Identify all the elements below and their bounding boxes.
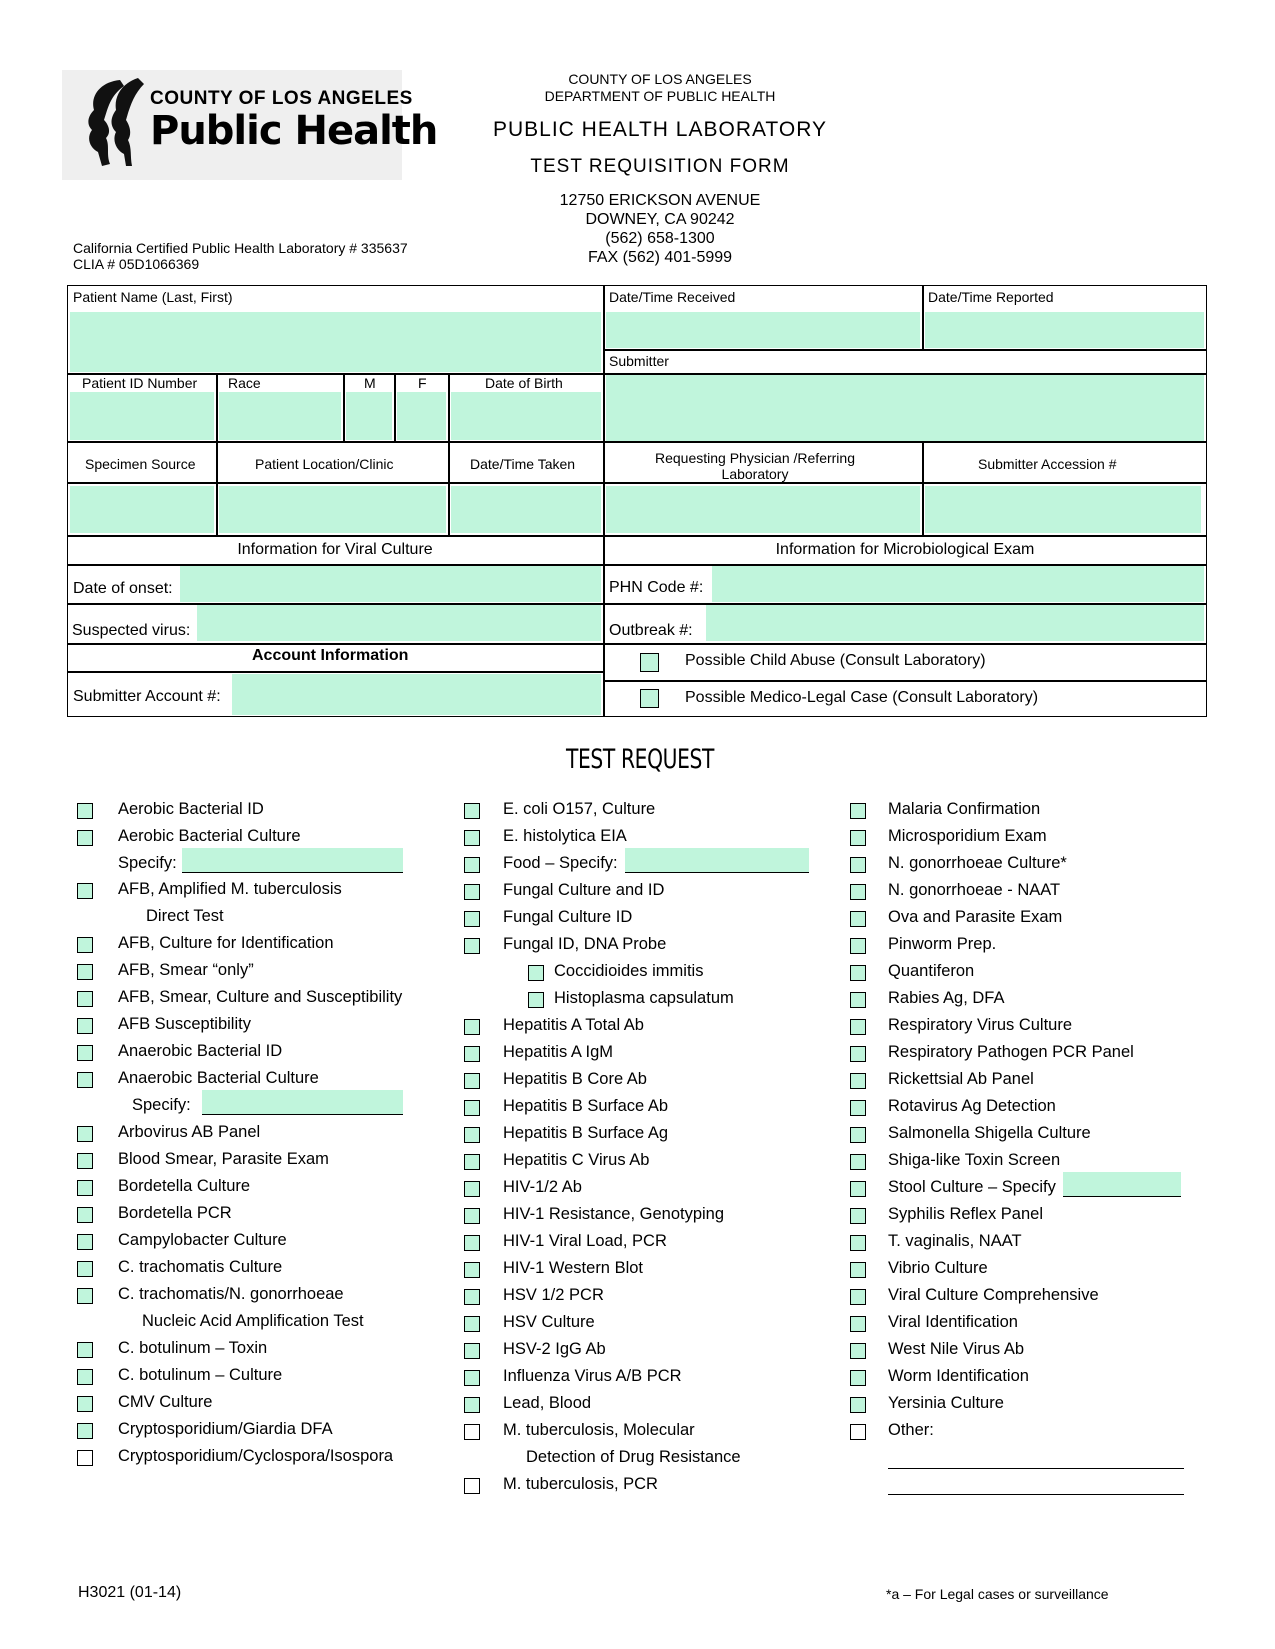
test-item: Hepatitis C Virus Ab: [503, 1151, 650, 1169]
test-checkbox[interactable]: [464, 1262, 480, 1278]
test-item: Influenza Virus A/B PCR: [503, 1367, 682, 1385]
medico-legal-checkbox[interactable]: [640, 689, 659, 708]
test-item: Shiga-like Toxin Screen: [888, 1151, 1061, 1169]
test-checkbox[interactable]: [77, 883, 93, 899]
test-checkbox[interactable]: [464, 1343, 480, 1359]
test-checkbox[interactable]: [464, 1073, 480, 1089]
test-item: AFB, Smear, Culture and Susceptibility: [118, 988, 403, 1006]
date-received-field[interactable]: [606, 312, 920, 348]
test-item: C. trachomatis/N. gonorrhoeae: [118, 1285, 344, 1303]
test-item: M. tuberculosis, Molecular: [503, 1421, 695, 1439]
male-field[interactable]: [346, 392, 392, 440]
test-item: Direct Test: [146, 907, 224, 925]
label-submitter: Submitter: [609, 353, 669, 369]
test-checkbox[interactable]: [464, 911, 480, 927]
test-request-title: TEST REQUEST: [566, 744, 714, 775]
test-checkbox[interactable]: [464, 1235, 480, 1251]
test-checkbox[interactable]: [464, 1127, 480, 1143]
test-checkbox[interactable]: [77, 1072, 93, 1088]
test-checkbox[interactable]: [77, 1288, 93, 1304]
test-checkbox[interactable]: [77, 991, 93, 1007]
label-patient-location: Patient Location/Clinic: [255, 456, 394, 472]
test-item: Lead, Blood: [503, 1394, 592, 1412]
test-checkbox[interactable]: [464, 803, 480, 819]
test-item: Hepatitis B Surface Ag: [503, 1124, 669, 1142]
test-checkbox[interactable]: [77, 1261, 93, 1277]
race-field[interactable]: [219, 392, 341, 440]
submitter-field[interactable]: [606, 375, 1204, 441]
test-item: C. trachomatis Culture: [118, 1258, 283, 1276]
test-item: HSV Culture: [503, 1313, 595, 1331]
header-address2: DOWNEY, CA 90242: [585, 211, 735, 228]
test-item: Rotavirus Ag Detection: [888, 1097, 1056, 1115]
cert-number: California Certified Public Health Laboratory # 335637: [73, 240, 408, 256]
test-checkbox[interactable]: [850, 1262, 866, 1278]
clia-number: CLIA # 05D1066369: [73, 256, 200, 272]
test-checkbox[interactable]: [464, 1424, 480, 1440]
test-checkbox[interactable]: [850, 1343, 866, 1359]
test-checkbox[interactable]: [464, 1316, 480, 1332]
test-item: Hepatitis A Total Ab: [503, 1016, 644, 1034]
test-checkbox[interactable]: [77, 803, 93, 819]
test-item: C. botulinum – Toxin: [118, 1339, 268, 1357]
patient-location-field[interactable]: [219, 486, 446, 533]
test-item: Food – Specify:: [503, 854, 618, 872]
test-item: Viral Identification: [888, 1313, 1018, 1331]
test-item: Salmonella Shigella Culture: [888, 1124, 1091, 1142]
label-outbreak: Outbreak #:: [609, 622, 693, 639]
test-checkbox[interactable]: [77, 1423, 93, 1439]
label-submitter-account: Submitter Account #:: [73, 688, 221, 705]
label-patient-name: Patient Name (Last, First): [73, 289, 233, 305]
other-line-1[interactable]: [888, 1468, 1184, 1469]
label-date-taken: Date/Time Taken: [470, 456, 576, 472]
test-checkbox[interactable]: [850, 938, 866, 954]
viral-info-heading: Information for Viral Culture: [237, 541, 433, 558]
specify-field[interactable]: [202, 1090, 403, 1115]
test-checkbox[interactable]: [464, 857, 480, 873]
test-checkbox[interactable]: [464, 884, 480, 900]
logo-silhouette-icon: [80, 74, 150, 170]
test-item: Anaerobic Bacterial ID: [118, 1042, 283, 1060]
test-item: HIV-1 Viral Load, PCR: [503, 1232, 667, 1250]
test-checkbox[interactable]: [77, 964, 93, 980]
test-checkbox[interactable]: [850, 857, 866, 873]
header-form-title: TEST REQUISITION FORM: [530, 156, 790, 177]
test-checkbox[interactable]: [850, 1127, 866, 1143]
test-checkbox[interactable]: [850, 830, 866, 846]
label-phn-code: PHN Code #:: [609, 579, 704, 596]
test-item: Rickettsial Ab Panel: [888, 1070, 1034, 1088]
test-checkbox[interactable]: [850, 992, 866, 1008]
specimen-source-field[interactable]: [70, 486, 214, 533]
test-checkbox[interactable]: [464, 1181, 480, 1197]
outbreak-field[interactable]: [706, 605, 1204, 641]
test-checkbox[interactable]: [464, 938, 480, 954]
test-item: Malaria Confirmation: [888, 800, 1041, 818]
test-checkbox[interactable]: [850, 1235, 866, 1251]
test-checkbox[interactable]: [464, 1046, 480, 1062]
test-item: Fungal Culture ID: [503, 908, 633, 926]
test-checkbox[interactable]: [850, 1208, 866, 1224]
test-item: N. gonorrhoeae Culture*: [888, 854, 1067, 872]
test-item: Stool Culture – Specify: [888, 1178, 1056, 1196]
test-item: N. gonorrhoeae - NAAT: [888, 881, 1061, 899]
logo-county: COUNTY OF LOS ANGELES: [150, 88, 413, 109]
test-checkbox[interactable]: [850, 1046, 866, 1062]
test-checkbox[interactable]: [850, 1154, 866, 1170]
date-reported-field[interactable]: [925, 312, 1204, 348]
test-item: Other:: [888, 1421, 934, 1439]
test-item: Vibrio Culture: [888, 1259, 988, 1277]
test-checkbox[interactable]: [850, 1181, 866, 1197]
test-checkbox[interactable]: [77, 1342, 93, 1358]
test-checkbox[interactable]: [850, 884, 866, 900]
test-item: Pinworm Prep.: [888, 935, 997, 953]
female-field[interactable]: [397, 392, 446, 440]
dob-field[interactable]: [451, 392, 601, 440]
test-item: Ova and Parasite Exam: [888, 908, 1063, 926]
specify-field[interactable]: [182, 848, 403, 873]
test-item: HIV-1/2 Ab: [503, 1178, 582, 1196]
test-item: AFB, Amplified M. tuberculosis: [118, 880, 342, 898]
test-item: Histoplasma capsulatum: [554, 989, 734, 1007]
footer-note: *a – For Legal cases or surveillance: [886, 1586, 1109, 1602]
test-item: HSV 1/2 PCR: [503, 1286, 604, 1304]
test-checkbox[interactable]: [464, 1019, 480, 1035]
test-checkbox[interactable]: [77, 1396, 93, 1412]
test-checkbox[interactable]: [850, 803, 866, 819]
test-item: Blood Smear, Parasite Exam: [118, 1150, 329, 1168]
test-checkbox[interactable]: [850, 911, 866, 927]
test-checkbox[interactable]: [464, 830, 480, 846]
logo-public-health: Public Health: [150, 108, 438, 154]
test-checkbox[interactable]: [77, 1450, 93, 1466]
test-item: Aerobic Bacterial Culture: [118, 827, 301, 845]
test-item: T. vaginalis, NAAT: [888, 1232, 1022, 1250]
label-patient-id: Patient ID Number: [82, 375, 198, 391]
test-item: Cryptosporidium/Giardia DFA: [118, 1420, 333, 1438]
label-date-reported: Date/Time Reported: [928, 289, 1054, 305]
test-item: HIV-1 Resistance, Genotyping: [503, 1205, 725, 1223]
test-item: Respiratory Virus Culture: [888, 1016, 1073, 1034]
test-item: Worm Identification: [888, 1367, 1029, 1385]
test-checkbox[interactable]: [77, 937, 93, 953]
test-item: Campylobacter Culture: [118, 1231, 287, 1249]
test-checkbox[interactable]: [464, 1397, 480, 1413]
test-checkbox[interactable]: [464, 1478, 480, 1494]
test-item: Yersinia Culture: [888, 1394, 1004, 1412]
test-checkbox[interactable]: [850, 1100, 866, 1116]
test-item: Specify:: [132, 1096, 191, 1114]
test-checkbox[interactable]: [77, 1207, 93, 1223]
test-checkbox[interactable]: [464, 1289, 480, 1305]
label-race: Race: [228, 375, 261, 391]
test-item: Rabies Ag, DFA: [888, 989, 1005, 1007]
test-checkbox[interactable]: [464, 1208, 480, 1224]
test-checkbox[interactable]: [77, 1126, 93, 1142]
test-item: E. coli O157, Culture: [503, 800, 656, 818]
test-item: Hepatitis B Surface Ab: [503, 1097, 669, 1115]
test-checkbox[interactable]: [77, 830, 93, 846]
accession-field[interactable]: [925, 486, 1201, 533]
test-item: AFB, Culture for Identification: [118, 934, 334, 952]
header-phone: (562) 658-1300: [605, 230, 715, 247]
form-number: H3021 (01-14): [78, 1584, 182, 1601]
label-suspected-virus: Suspected virus:: [72, 622, 191, 639]
test-item: C. botulinum – Culture: [118, 1366, 283, 1384]
test-item: AFB Susceptibility: [118, 1015, 251, 1033]
test-item: West Nile Virus Ab: [888, 1340, 1025, 1358]
test-checkbox[interactable]: [850, 1019, 866, 1035]
test-item: Quantiferon: [888, 962, 975, 980]
test-checkbox[interactable]: [77, 1369, 93, 1385]
test-item: E. histolytica EIA: [503, 827, 627, 845]
test-item: Microsporidium Exam: [888, 827, 1047, 845]
label-physician: Requesting Physician /Referring Laboratory: [655, 450, 855, 482]
label-medico-legal: Possible Medico-Legal Case (Consult Laboratory): [685, 689, 1039, 706]
test-item: AFB, Smear “only”: [118, 961, 254, 979]
test-checkbox[interactable]: [77, 1180, 93, 1196]
label-child-abuse: Possible Child Abuse (Consult Laboratory): [685, 652, 986, 669]
test-item: Viral Culture Comprehensive: [888, 1286, 1099, 1304]
label-date-received: Date/Time Received: [609, 289, 736, 305]
label-male: M: [364, 375, 376, 391]
test-checkbox[interactable]: [850, 1316, 866, 1332]
header-county: COUNTY OF LOS ANGELES: [568, 71, 752, 87]
test-checkbox[interactable]: [850, 1397, 866, 1413]
header-department: DEPARTMENT OF PUBLIC HEALTH: [544, 88, 776, 104]
label-female: F: [418, 375, 427, 391]
test-checkbox[interactable]: [464, 1370, 480, 1386]
test-checkbox[interactable]: [77, 1153, 93, 1169]
test-item: Hepatitis B Core Ab: [503, 1070, 647, 1088]
test-item: CMV Culture: [118, 1393, 213, 1411]
test-checkbox[interactable]: [77, 1234, 93, 1250]
header-fax: FAX (562) 401-5999: [587, 249, 733, 266]
stool-specify-field[interactable]: [1063, 1172, 1181, 1197]
test-item: Detection of Drug Resistance: [526, 1448, 741, 1466]
patient-id-field[interactable]: [70, 392, 214, 440]
test-item: Coccidioides immitis: [554, 962, 704, 980]
test-checkbox[interactable]: [850, 965, 866, 981]
submitter-account-field[interactable]: [232, 674, 601, 715]
test-checkbox[interactable]: [850, 1424, 866, 1440]
test-item: Hepatitis A IgM: [503, 1043, 614, 1061]
test-checkbox[interactable]: [464, 1100, 480, 1116]
test-item: Fungal Culture and ID: [503, 881, 665, 899]
test-item: Cryptosporidium/Cyclospora/Isospora: [118, 1447, 394, 1465]
micro-info-heading: Information for Microbiological Exam: [775, 541, 1035, 558]
test-checkbox[interactable]: [850, 1289, 866, 1305]
test-item: Aerobic Bacterial ID: [118, 800, 264, 818]
child-abuse-checkbox[interactable]: [640, 653, 659, 672]
test-item: Anaerobic Bacterial Culture: [118, 1069, 319, 1087]
test-item: Arbovirus AB Panel: [118, 1123, 261, 1141]
label-specimen-source: Specimen Source: [85, 456, 196, 472]
suspected-virus-field[interactable]: [197, 605, 601, 641]
test-item: Bordetella PCR: [118, 1204, 232, 1222]
label-date-onset: Date of onset:: [73, 580, 173, 597]
test-item: HSV-2 IgG Ab: [503, 1340, 606, 1358]
other-line-2[interactable]: [888, 1494, 1184, 1495]
test-checkbox[interactable]: [77, 1045, 93, 1061]
phn-code-field[interactable]: [712, 566, 1204, 602]
test-item: Specify:: [118, 854, 177, 872]
test-item: Bordetella Culture: [118, 1177, 251, 1195]
test-item: HIV-1 Western Blot: [503, 1259, 644, 1277]
date-taken-field[interactable]: [451, 486, 601, 533]
label-dob: Date of Birth: [485, 375, 563, 391]
test-checkbox[interactable]: [528, 965, 544, 981]
test-checkbox[interactable]: [464, 1154, 480, 1170]
test-checkbox[interactable]: [850, 1370, 866, 1386]
test-item: Nucleic Acid Amplification Test: [142, 1312, 364, 1330]
test-checkbox[interactable]: [528, 992, 544, 1008]
header-lab: PUBLIC HEALTH LABORATORY: [492, 118, 828, 141]
date-onset-field[interactable]: [180, 566, 601, 602]
label-accession: Submitter Accession #: [978, 456, 1117, 472]
test-checkbox[interactable]: [850, 1073, 866, 1089]
patient-name-field[interactable]: [70, 312, 601, 372]
header-address1: 12750 ERICKSON AVENUE: [559, 192, 761, 209]
test-item: Fungal ID, DNA Probe: [503, 935, 667, 953]
test-item: Syphilis Reflex Panel: [888, 1205, 1043, 1223]
food-specify-field[interactable]: [625, 848, 809, 873]
test-item: Respiratory Pathogen PCR Panel: [888, 1043, 1134, 1061]
test-item: M. tuberculosis, PCR: [503, 1475, 658, 1493]
account-info-heading: Account Information: [252, 647, 409, 664]
physician-field[interactable]: [606, 486, 920, 533]
test-checkbox[interactable]: [77, 1018, 93, 1034]
